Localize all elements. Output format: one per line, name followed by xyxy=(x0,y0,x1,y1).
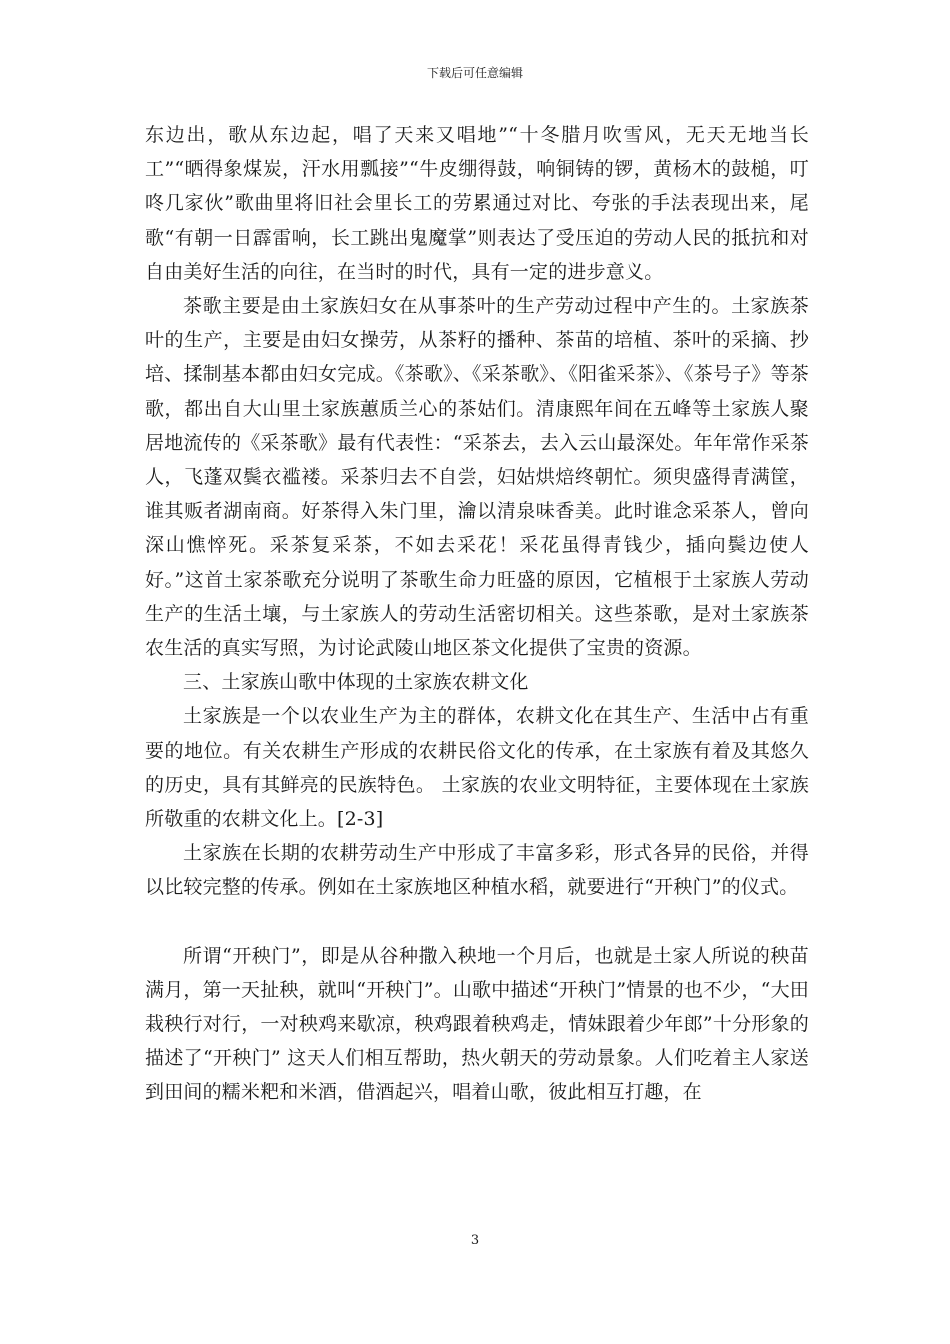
paragraph-spacer xyxy=(145,905,809,939)
section-heading: 三、土家族山歌中体现的土家族农耕文化 xyxy=(183,671,529,694)
document-body xyxy=(145,118,809,1110)
page-header: 下载后可任意编辑 xyxy=(426,66,523,80)
paragraph-farming-culture: 土家族是一个以农业生产为主的群体，农耕文化在其生产、生活中占有重要的地位。有关农耕生产形成的农耕民俗文化的传承，在土家族有着及其悠久的历史，具有其鲜亮的民族特色。 土家族的农业文明特征，主要体现在土家族所敬重的农耕文化上。[2-3] xyxy=(145,705,809,831)
paragraph-tea-songs: 茶歌主要是由土家族妇女在从事茶叶的生产劳动过程中产生的。土家族茶叶的生产，主要是由妇女操劳，从茶籽的播种、茶苗的培植、茶叶的采摘、抄培、揉制基本都由妇女完成。《茶歌》、《采茶歌》、《阳雀采茶》、《茶号子》等茶歌，都出自大山里土家族蕙质兰心的茶姑们。清康熙年间在五峰等土家族人聚居地流传的《采茶歌》最有代表性：“采茶去，去入云山最深处。年年常作采茶人，飞蓬双鬓衣褴褛。采茶归去不自尝，妇姑烘焙终朝忙。须臾盛得青满筐，谁其贩者湖南商。好茶得入朱门里，瀹以清泉味香美。此时谁念采茶人，曾向深山憔悴死。采茶复采茶，不如去采花！采花虽得青钱少，插向鬓边使人好。”这首土家茶歌充分说明了茶歌生命力旺盛的原因，它植根于土家族人劳动生产的生活土壤，与土家族人的劳动生活密切相关。这些茶歌，是对土家族茶农生活的真实写照，为讨论武陵山地区茶文化提供了宝贵的资源。 xyxy=(145,295,809,660)
paragraph-continuation: 东边出，歌从东边起，唱了天来又唱地”“十冬腊月吹雪风，无天无地当长工”“晒得象煤炭，汗水用瓢接”“牛皮绷得鼓，响铜铸的锣，黄杨木的鼓槌，叮咚几家伙”歌曲里将旧社会里长工的劳累通过对比、夸张的手法表现出来，尾歌“有朝一日霹雷响，长工跳出鬼魔掌”则表达了受压迫的劳动人民的抵抗和对自由美好生活的向往，在当时的时代，具有一定的进步意义。 xyxy=(145,124,809,283)
paragraph-folk-customs: 土家族在长期的农耕劳动生产中形成了丰富多彩，形式各异的民俗，并得以比较完整的传承。例如在土家族地区种植水稻，就要进行“开秧门”的仪式。 xyxy=(145,842,809,899)
paragraph-kai-yang-men: 所谓“开秧门”，即是从谷种撒入秧地一个月后，也就是土家人所说的秧苗满月，第一天扯秧，就叫“开秧门”。山歌中描述“开秧门”情景的也不少，“大田栽秧行对行，一对秧鸡来歇凉，秧鸡跟着秧鸡走，情妹跟着少年郎”十分形象的描述了“开秧门” 这天人们相互帮助，热火朝天的劳动景象。人们吃着主人家送到田间的糯米粑和米酒，借酒起兴，唱着山歌，彼此相互打趣，在 xyxy=(145,944,809,1104)
page-number: 3 xyxy=(470,1233,480,1248)
